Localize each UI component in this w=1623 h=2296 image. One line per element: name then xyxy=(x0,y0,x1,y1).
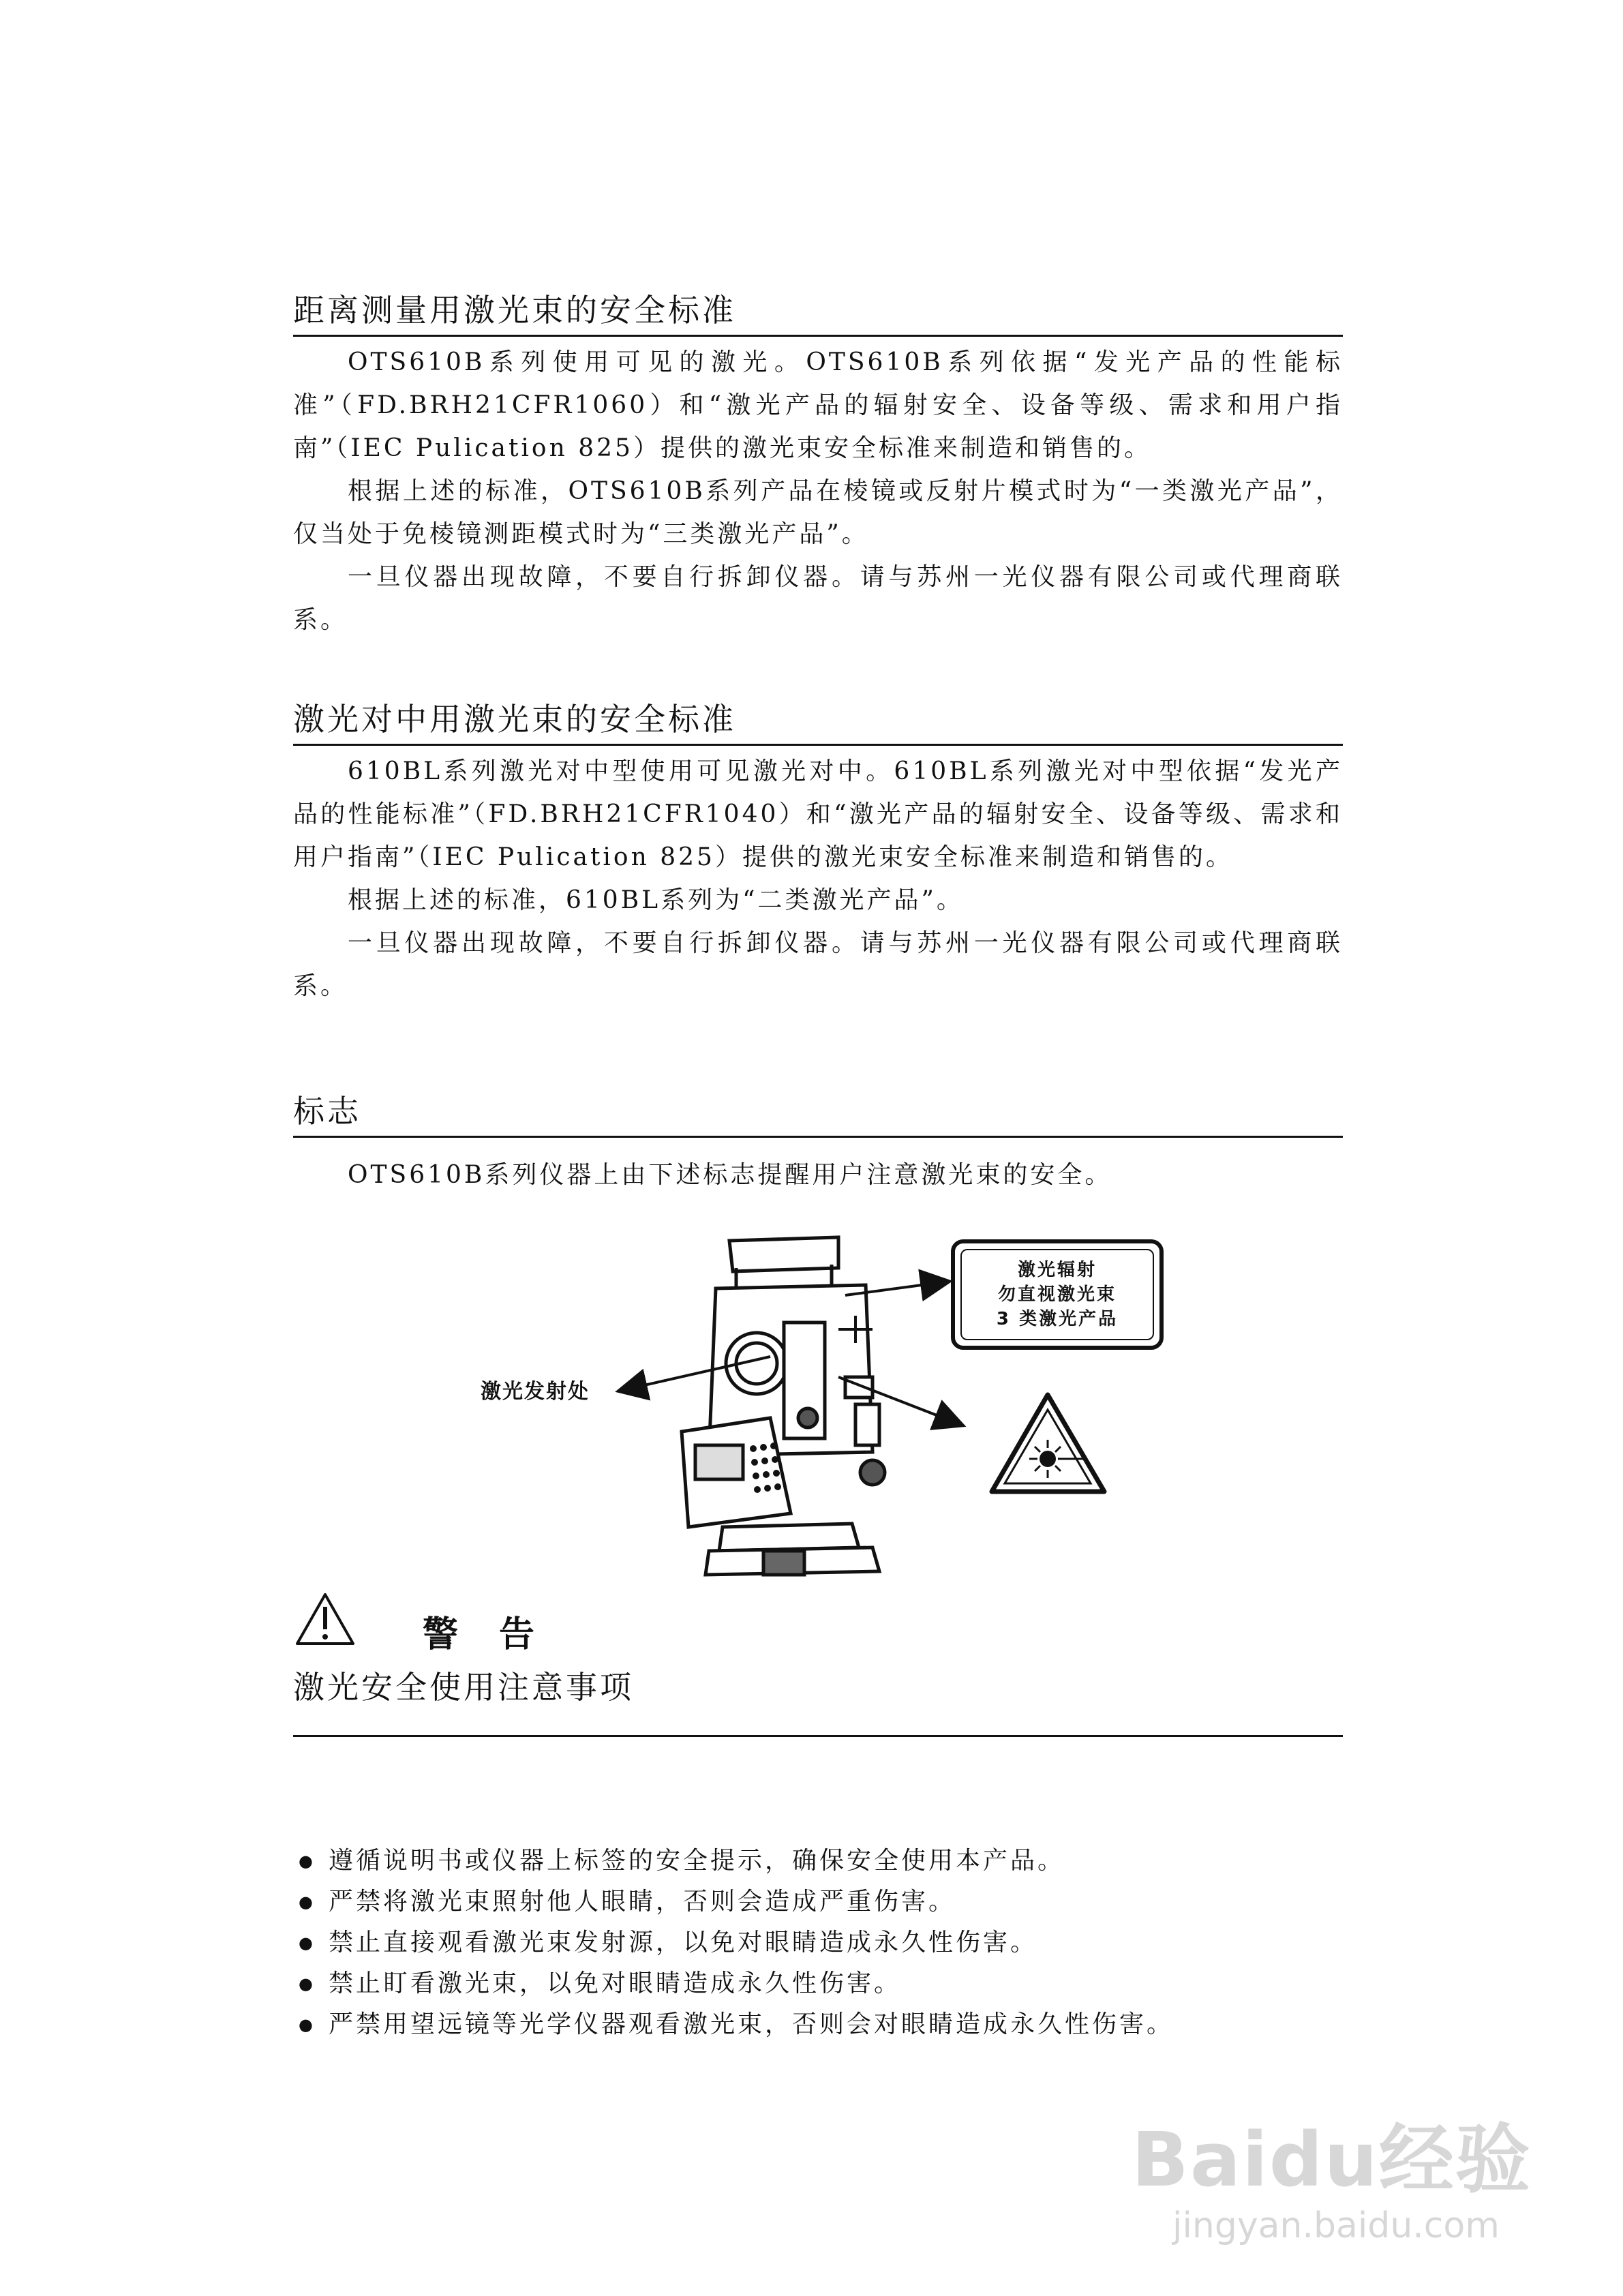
list-item: ● 禁止盯看激光束，以免对眼睛造成永久性伤害。 xyxy=(293,1963,1343,2004)
section-body-distance-laser xyxy=(293,341,1343,641)
list-item: ● 禁止直接观看激光束发射源，以免对眼睛造成永久性伤害。 xyxy=(293,1922,1343,1963)
watermark-url: jingyan.baidu.com xyxy=(1172,2205,1500,2246)
laser-safety-list xyxy=(293,1841,1343,2045)
section-heading-laser-safety: 激光安全使用注意事项 xyxy=(293,1667,1343,1737)
paragraph: OTS610B系列使用可见的激光。OTS610B系列依据“发光产品的性能标准”（FD.BRH21CFR1060）和“激光产品的辐射安全、设备等级、需求和用户指南”（IEC Pulication 825）提供的激光束安全标准来制造和销售的。 xyxy=(293,348,1343,462)
paragraph: 一旦仪器出现故障，不要自行拆卸仪器。请与苏州一光仪器有限公司或代理商联系。 xyxy=(293,563,1343,634)
paragraph: 根据上述的标准，OTS610B系列产品在棱镜或反射片模式时为“一类激光产品”，仅当处于免棱镜测距模式时为“三类激光产品”。 xyxy=(293,477,1343,548)
sign-line: 激光辐射 xyxy=(1017,1260,1097,1280)
callout-arrows xyxy=(613,1268,968,1445)
laser-radiation-sign xyxy=(951,1239,1164,1350)
section-heading-plummet-laser: 激光对中用激光束的安全标准 xyxy=(293,699,1343,746)
sign-line: 勿直视激光束 xyxy=(997,1284,1117,1305)
laser-emitter-label: 激光发射处 xyxy=(481,1380,590,1404)
sign-line: 3 类激光产品 xyxy=(996,1309,1119,1329)
section-body-labels xyxy=(293,1153,1343,1196)
list-item: ● 严禁用望远镜等光学仪器观看激光束，否则会对眼睛造成永久性伤害。 xyxy=(293,2004,1343,2045)
paragraph: 根据上述的标准，610BL系列为“二类激光产品”。 xyxy=(348,886,964,914)
section-heading-labels: 标志 xyxy=(293,1091,1343,1138)
watermark-brand: Baidu经验 xyxy=(1132,2116,1532,2203)
list-item: ● 遵循说明书或仪器上标签的安全提示，确保安全使用本产品。 xyxy=(293,1841,1343,1882)
laser-hazard-triangle-icon xyxy=(988,1391,1108,1496)
paragraph: 610BL系列激光对中型使用可见激光对中。610BL系列激光对中型依据“发光产品的性能标准”（FD.BRH21CFR1040）和“激光产品的辐射安全、设备等级、需求和用户指南”（IEC Pulication 825）提供的激光束安全标准来制造和销售的。 xyxy=(293,757,1343,871)
paragraph: OTS610B系列仪器上由下述标志提醒用户注意激光束的安全。 xyxy=(348,1161,1112,1189)
warning-triangle-icon xyxy=(294,1592,356,1646)
paragraph: 一旦仪器出现故障，不要自行拆卸仪器。请与苏州一光仪器有限公司或代理商联系。 xyxy=(293,929,1343,1000)
section-body-plummet-laser xyxy=(293,750,1343,1008)
warning-title: 警告 xyxy=(423,1614,576,1655)
list-item: ● 严禁将激光束照射他人眼睛，否则会造成严重伤害。 xyxy=(293,1882,1343,1922)
section-heading-distance-laser: 距离测量用激光束的安全标准 xyxy=(293,290,1343,337)
